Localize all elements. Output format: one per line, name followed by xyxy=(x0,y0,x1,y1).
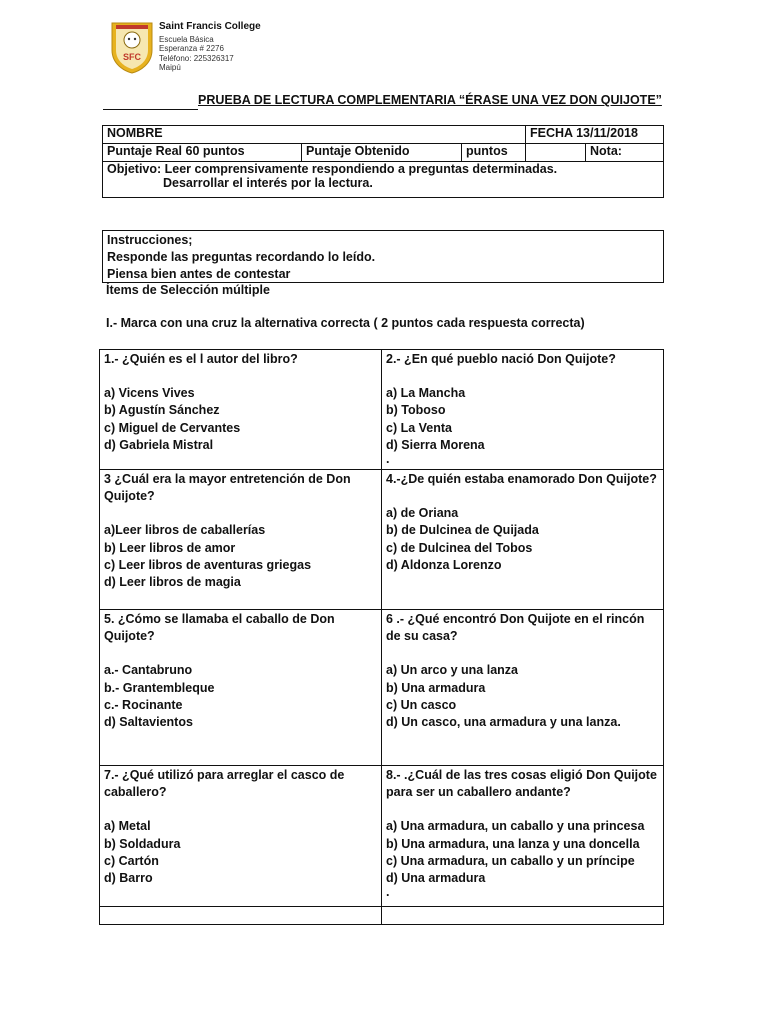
question-text: 4.-¿De quién estaba enamorado Don Quijote? xyxy=(386,472,657,486)
instructions-line: Responde las preguntas recordando lo leído. xyxy=(107,250,376,264)
school-logo xyxy=(110,20,154,74)
answer-option[interactable]: c) Leer libros de aventuras griegas xyxy=(104,557,312,572)
answer-option[interactable]: d) Barro xyxy=(104,871,153,886)
puntos-blank[interactable] xyxy=(526,144,586,162)
puntos-label[interactable]: puntos xyxy=(462,144,526,162)
answer-option[interactable]: b) de Dulcinea de Quijada xyxy=(386,523,539,538)
question-cell-2[interactable] xyxy=(382,350,664,470)
answer-option[interactable]: d) Aldonza Lorenzo xyxy=(386,557,502,572)
question-text: 2.- ¿En qué pueblo nació Don Quijote? xyxy=(386,352,616,366)
answer-option[interactable]: b) Leer libros de amor xyxy=(104,540,236,555)
answer-option[interactable]: a.- Cantabruno xyxy=(104,663,193,678)
question-cell-1[interactable] xyxy=(100,350,382,470)
instructions-heading: Instrucciones; xyxy=(107,233,193,247)
question-text: 6 .- ¿Qué encontró Don Quijote en el rincón de su casa? xyxy=(386,612,645,644)
school-line: Teléfono: 225326317 xyxy=(159,53,234,63)
nombre-field[interactable]: NOMBRE xyxy=(103,126,526,144)
answer-option[interactable]: a) de Oriana xyxy=(386,506,459,521)
items-title: Ítems de Selección múltiple xyxy=(106,283,270,297)
answer-option[interactable]: c) Un casco xyxy=(386,697,457,712)
answer-option[interactable]: d) Gabriela Mistral xyxy=(104,437,214,452)
school-line: Escuela Básica xyxy=(159,34,214,44)
questions-table xyxy=(99,349,664,925)
answer-option[interactable]: d) Leer libros de magia xyxy=(104,575,241,590)
answer-option[interactable]: c) Una armadura, un caballo y un príncipe xyxy=(386,853,635,868)
section-title: I.- Marca con una cruz la alternativa correcta ( 2 puntos cada respuesta correcta) xyxy=(106,316,585,330)
question-text: 5. ¿Cómo se llamaba el caballo de Don Quijote? xyxy=(104,612,335,644)
answer-option[interactable]: b) Soldadura xyxy=(104,836,181,851)
answer-dot: . xyxy=(386,452,390,467)
objective-line-1: Objetivo: Leer comprensivamente respondiendo a preguntas determinadas. xyxy=(107,162,558,176)
answer-option[interactable]: c) Cartón xyxy=(104,853,159,868)
instructions-line: Piensa bien antes de contestar xyxy=(107,267,291,281)
answer-option[interactable]: d) Una armadura xyxy=(386,871,486,886)
answer-option[interactable]: c) Miguel de Cervantes xyxy=(104,420,241,435)
title-underline-rule xyxy=(103,109,198,110)
answer-option[interactable]: c) La Venta xyxy=(386,420,452,435)
question-cell-7[interactable] xyxy=(100,766,382,907)
objective-cell xyxy=(103,162,664,198)
page-title: PRUEBA DE LECTURA COMPLEMENTARIA “ÉRASE UNA VEZ DON QUIJOTE” xyxy=(198,93,662,107)
question-text: 7.- ¿Qué utilizó para arreglar el casco de caballero? xyxy=(104,768,345,800)
answer-option[interactable]: a) Un arco y una lanza xyxy=(386,663,518,678)
logo-text: SFC xyxy=(123,52,141,62)
answer-option[interactable]: a) Vicens Vives xyxy=(104,386,195,401)
school-line: Maipú xyxy=(159,63,181,72)
question-text: 8.- .¿Cuál de las tres cosas eligió Don Quijote para ser un caballero andante? xyxy=(386,768,657,800)
question-cell-4[interactable] xyxy=(382,470,664,610)
answer-dot: . xyxy=(386,885,390,900)
empty-cell[interactable] xyxy=(100,907,382,925)
answer-option[interactable]: d) Un casco, una armadura y una lanza. xyxy=(386,715,621,730)
question-cell-8[interactable] xyxy=(382,766,664,907)
student-info-table xyxy=(102,125,664,198)
question-text: 1.- ¿Quién es el l autor del libro? xyxy=(104,352,298,366)
answer-option[interactable]: d) Sierra Morena xyxy=(386,437,485,452)
answer-option[interactable]: d) Saltavientos xyxy=(104,715,193,730)
answer-option[interactable]: a) Una armadura, un caballo y una princesa xyxy=(386,819,645,834)
answer-option[interactable]: b) Toboso xyxy=(386,403,446,418)
answer-option[interactable]: a)Leer libros de caballerías xyxy=(104,523,266,538)
fecha-field: FECHA 13/11/2018 xyxy=(526,126,664,144)
question-cell-3[interactable] xyxy=(100,470,382,610)
school-line: Esperanza # 2276 xyxy=(159,44,224,53)
empty-cell[interactable] xyxy=(382,907,664,925)
objective-line-2: Desarrollar el interés por la lectura. xyxy=(163,176,373,190)
answer-option[interactable]: b) Agustín Sánchez xyxy=(104,403,220,418)
puntaje-real-cell: Puntaje Real 60 puntos xyxy=(103,144,302,162)
instructions-box xyxy=(102,230,664,283)
answer-option[interactable]: b.- Grantembleque xyxy=(104,680,215,695)
school-header xyxy=(159,22,261,73)
nota-field[interactable]: Nota: xyxy=(586,144,664,162)
answer-option[interactable]: c.- Rocinante xyxy=(104,697,183,712)
puntaje-obtenido-label: Puntaje Obtenido xyxy=(302,144,462,162)
question-text: 3 ¿Cuál era la mayor entretención de Don Quijote? xyxy=(104,472,351,504)
question-cell-6[interactable] xyxy=(382,610,664,766)
answer-option[interactable]: c) de Dulcinea del Tobos xyxy=(386,540,533,555)
answer-option[interactable]: b) Una armadura, una lanza y una doncella xyxy=(386,836,640,851)
answer-option[interactable]: a) Metal xyxy=(104,819,151,834)
school-name: Saint Francis College xyxy=(159,21,261,32)
answer-option[interactable]: b) Una armadura xyxy=(386,680,486,695)
question-cell-5[interactable] xyxy=(100,610,382,766)
answer-option[interactable]: a) La Mancha xyxy=(386,386,466,401)
